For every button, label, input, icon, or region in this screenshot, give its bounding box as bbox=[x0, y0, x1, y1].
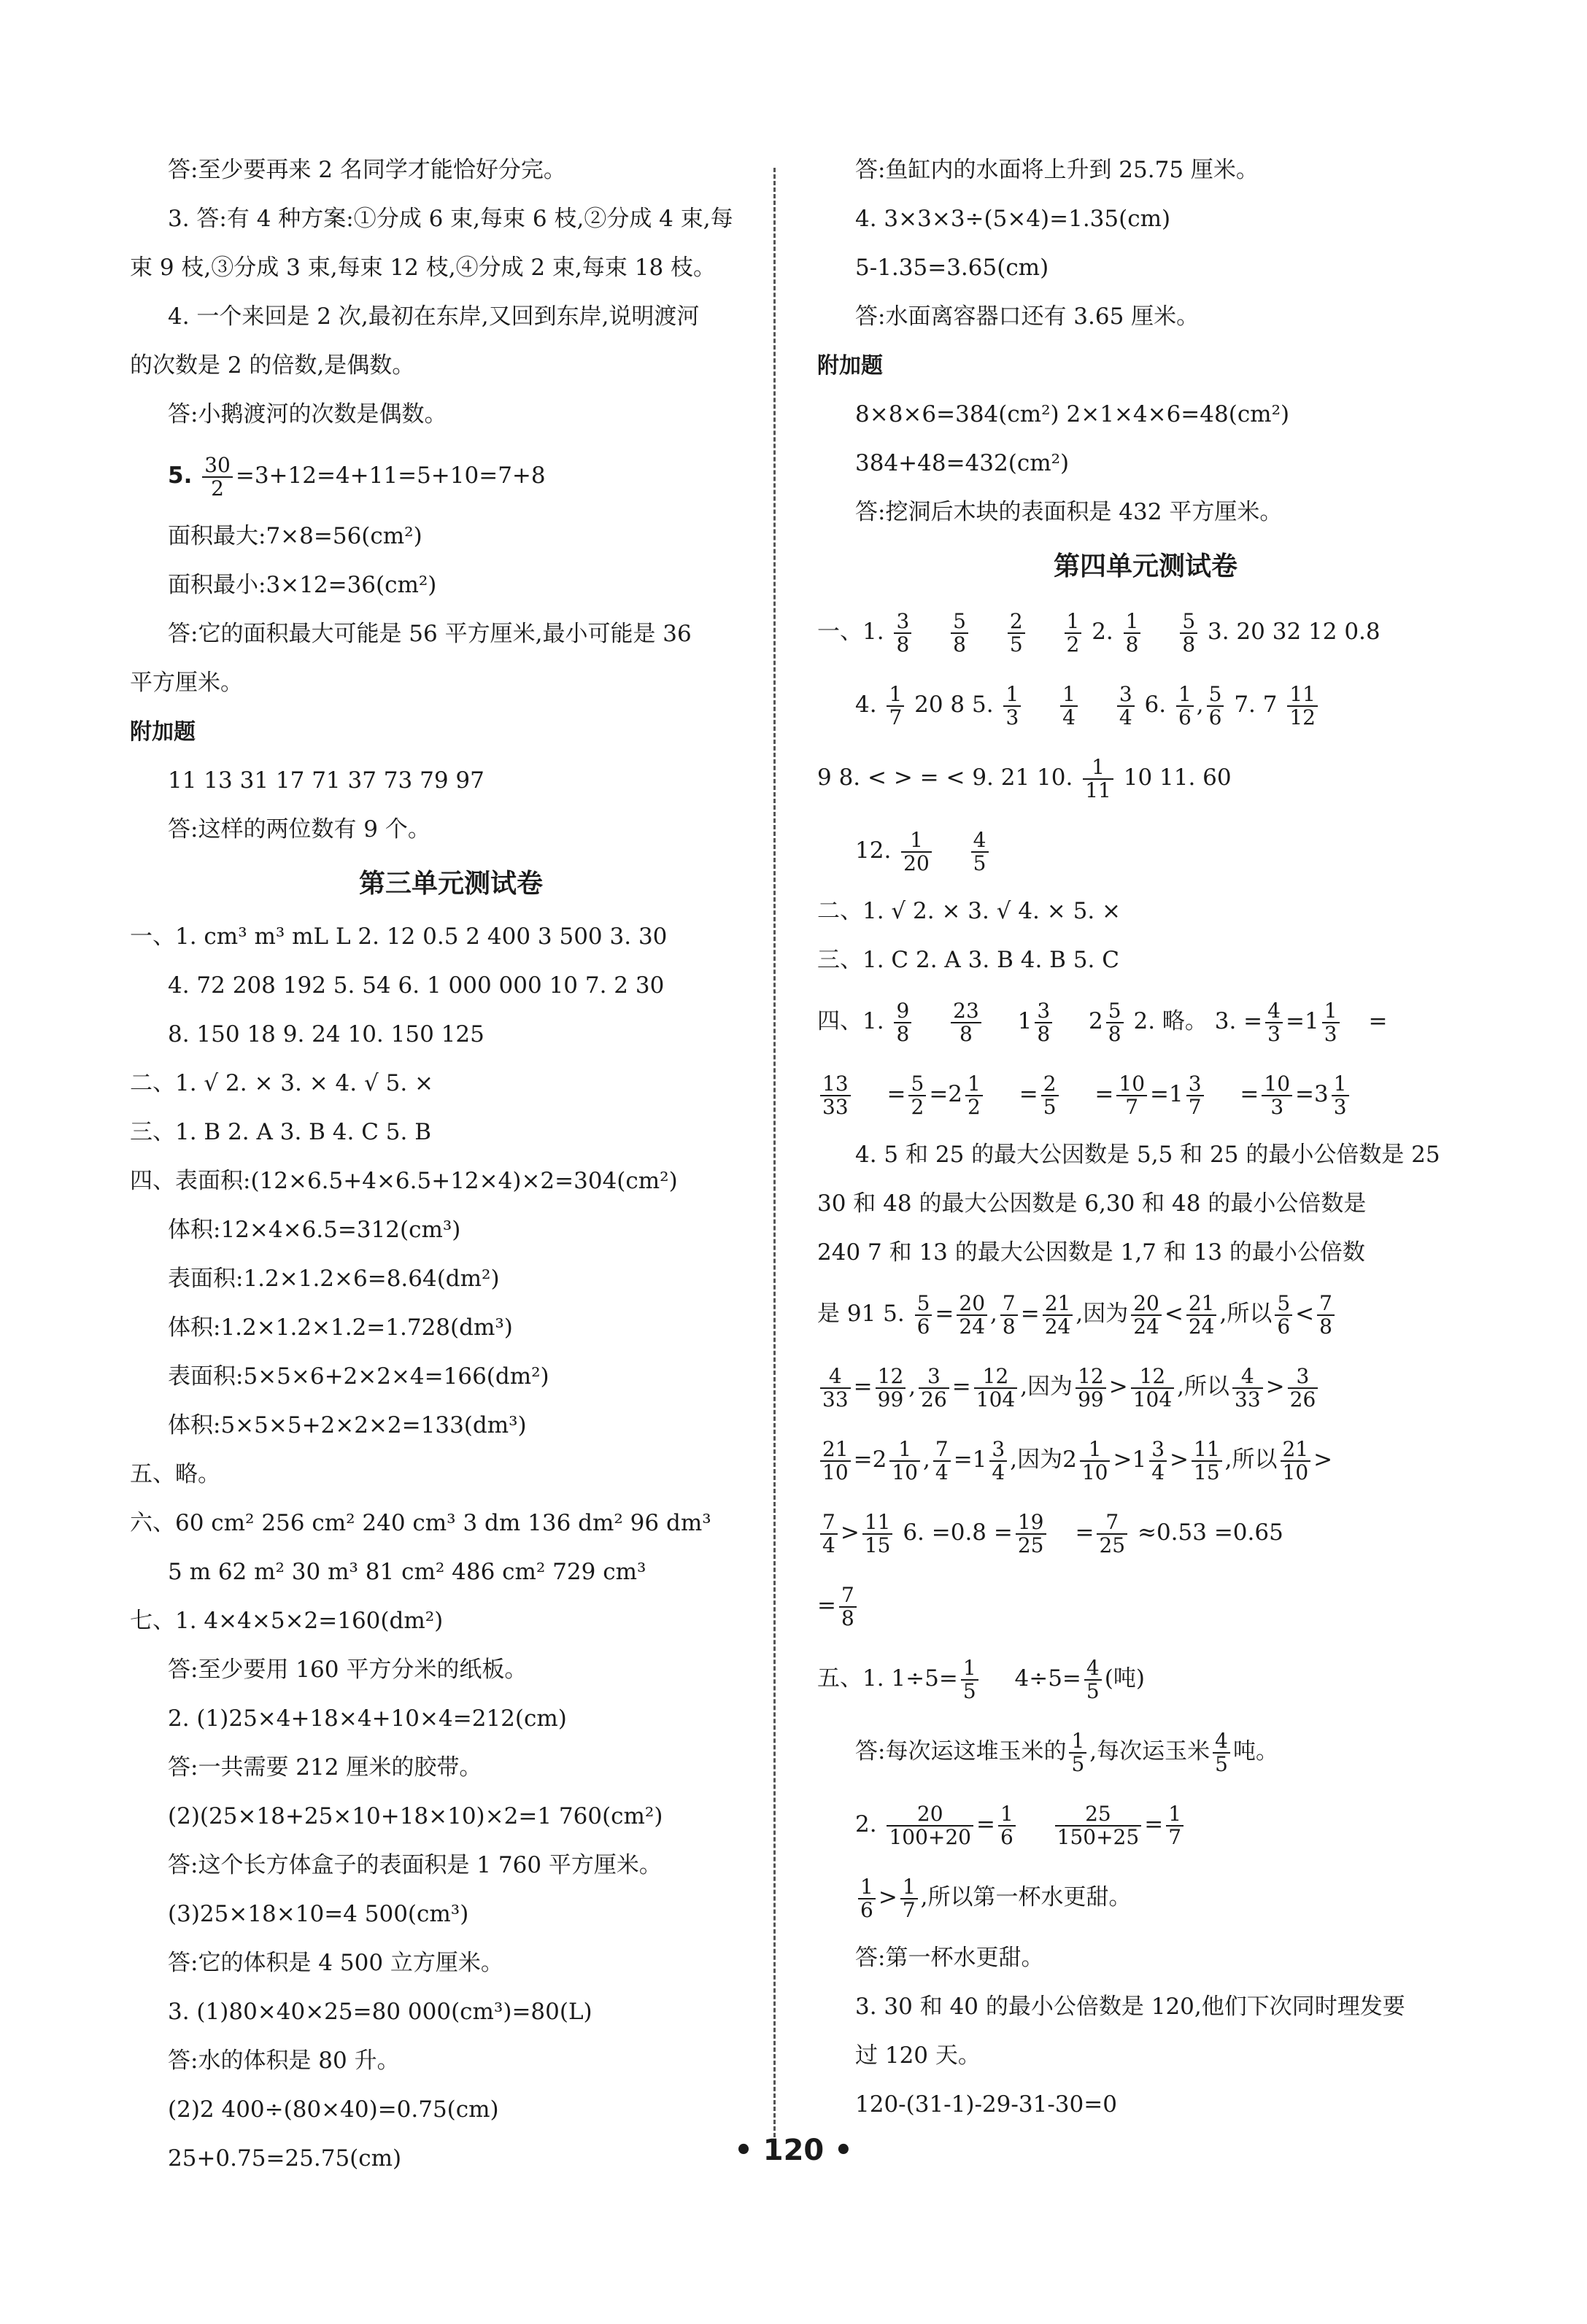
answer-line: 六、60 cm² 256 cm² 240 cm³ 3 dm 136 dm² 96 dm³ bbox=[130, 1510, 711, 1536]
answer-line: 三、1. B 2. A 3. B 4. C 5. B bbox=[130, 1119, 432, 1145]
answer-line: 是 91 5. $\frac{5}{6}$ = $\frac{20}{24}$ , $\frac{7}{8}$ = $\frac{21}{24}$ ,因为 $\frac{20}{24}$ < $\frac{21}{24}$ ,所以 $\frac{5}{6}$ < $\frac{7}{8}$ bbox=[817, 1277, 1474, 1350]
answer-line: 表面积:5×5×6+2×2×4=166(dm²) bbox=[168, 1363, 549, 1390]
answer-line: (3)25×18×10=4 500(cm³) bbox=[168, 1901, 469, 1927]
answer-line: (2)2 400÷(80×40)=0.75(cm) bbox=[168, 2096, 499, 2123]
answer-line: 一、1. cm³ m³ mL L 2. 12 0.5 2 400 3 500 3. 30 bbox=[130, 923, 668, 950]
answer-line: 25+0.75=25.75(cm) bbox=[168, 2145, 402, 2172]
answer-line: 5-1.35=3.65(cm) bbox=[855, 255, 1049, 281]
answer-line: $\frac{1}{6}$ > $\frac{1}{7}$ ,所以第一杯水更甜。 bbox=[817, 1861, 1474, 1934]
answer-line: 表面积:1.2×1.2×6=8.64(dm²) bbox=[168, 1266, 500, 1292]
answer-line: 答:这个长方体盒子的表面积是 1 760 平方厘米。 bbox=[168, 1852, 662, 1878]
answer-line: 3. (1)80×40×25=80 000(cm³)=80(L) bbox=[168, 1999, 592, 2025]
answer-line: 8×8×6=384(cm²) 2×1×4×6=48(cm²) bbox=[855, 401, 1290, 427]
answer-line: 2. $\frac{20}{100+20}$ = $\frac{1}{6}$ $\frac{25}{150+25}$ = $\frac{1}{7}$ bbox=[817, 1788, 1474, 1861]
answer-line: 9 8. < > = < 9. 21 10. $\frac{1}{11}$ 10 11. 60 bbox=[817, 755, 1232, 802]
answer-line: 二、1. √ 2. × 3. √ 4. × 5. × bbox=[817, 898, 1121, 924]
answer-line: 4. $\frac{1}{7}$ 20 8 5. $\frac{1}{3}$ $\frac{1}{4}$ $\frac{3}{4}$ 6. $\frac{1}{6}$ , $\frac{5}{6}$ 7. 7 $\frac{11}{12}$ bbox=[817, 668, 1474, 741]
answer-line: 2. (1)25×4+18×4+10×4=212(cm) bbox=[168, 1705, 567, 1732]
answer-line: 答:至少要再来 2 名同学才能恰好分完。 bbox=[168, 157, 566, 183]
answer-line: 384+48=432(cm²) bbox=[855, 450, 1070, 476]
answer-line: 5. $\frac{30}{2}$ =3+12=4+11=5+10=7+8 bbox=[168, 453, 546, 500]
answer-line: 答:一共需要 212 厘米的胶带。 bbox=[168, 1754, 482, 1781]
page-number: • 120 • bbox=[734, 2134, 853, 2167]
answer-line: 面积最小:3×12=36(cm²) bbox=[168, 572, 437, 598]
answer-line: $\frac{7}{4}$ > $\frac{11}{15}$ 6. =0.8 = $\frac{19}{25}$ = $\frac{7}{25}$ ≈0.53 =0.65 bbox=[817, 1496, 1474, 1569]
answer-line: 答:第一杯水更甜。 bbox=[855, 1945, 1044, 1971]
answer-line: 体积:12×4×6.5=312(cm³) bbox=[168, 1217, 461, 1243]
answer-line: = $\frac{7}{8}$ bbox=[817, 1569, 1474, 1642]
answer-line: 二、1. √ 2. × 3. × 4. √ 5. × bbox=[130, 1070, 434, 1096]
answer-line: 5 m 62 m² 30 m³ 81 cm² 486 cm² 729 cm³ bbox=[168, 1559, 646, 1585]
left-column bbox=[130, 146, 772, 2183]
answer-line: 4. 3×3×3÷(5×4)=1.35(cm) bbox=[855, 206, 1171, 232]
answer-line: 120-(31-1)-29-31-30=0 bbox=[855, 2091, 1117, 2118]
column-divider bbox=[773, 168, 776, 2137]
answer-line: 3. 答:有 4 种方案:①分成 6 束,每束 6 枝,②分成 4 束,每 bbox=[168, 206, 733, 232]
answer-line: 4. 72 208 192 5. 54 6. 1 000 000 10 7. 2 30 bbox=[168, 972, 665, 999]
answer-line: 三、1. C 2. A 3. B 4. B 5. C bbox=[817, 947, 1119, 973]
answer-line: 答:鱼缸内的水面将上升到 25.75 厘米。 bbox=[855, 157, 1259, 183]
answer-line: 240 7 和 13 的最大公因数是 1,7 和 13 的最小公倍数 bbox=[817, 1239, 1365, 1266]
answer-line: 答:水的体积是 80 升。 bbox=[168, 2048, 400, 2074]
fraction: $\frac{30}{2}$ bbox=[202, 454, 233, 499]
answer-line: 答:水面离容器口还有 3.65 厘米。 bbox=[855, 303, 1200, 330]
answer-line: 答:挖洞后木块的表面积是 432 平方厘米。 bbox=[855, 499, 1283, 525]
answer-line: 3. 30 和 40 的最小公倍数是 120,他们下次同时理发要 bbox=[855, 1994, 1405, 2020]
answer-line: $\frac{4}{33}$ = $\frac{12}{99}$ , $\frac{3}{26}$ = $\frac{12}{104}$ ,因为 $\frac{12}{99}$ > $\frac{12}{104}$ ,所以 $\frac{4}{33}$ > $\frac{3}{26}$ bbox=[817, 1350, 1474, 1423]
answer-line: 的次数是 2 的倍数,是偶数。 bbox=[130, 352, 415, 379]
answer-line: $\frac{21}{10}$ =2 $\frac{1}{10}$ , $\frac{7}{4}$ =1 $\frac{3}{4}$ ,因为2 $\frac{1}{10}$ >1 $\frac{3}{4}$ > $\frac{11}{15}$ ,所以 $\frac{21}{10}$ > bbox=[817, 1423, 1474, 1496]
answer-line: 一、1. $\frac{3}{8}$ $\frac{5}{8}$ $\frac{2}{5}$ $\frac{1}{2}$ 2. $\frac{1}{8}$ $\frac{5}{8}$ 3. 20 32 12 0.8 bbox=[817, 609, 1381, 656]
answer-line: 五、1. 1÷5= $\frac{1}{5}$ 4÷5= $\frac{4}{5}$ (吨) bbox=[817, 1656, 1145, 1703]
answer-line: 11 13 31 17 71 37 73 79 97 bbox=[168, 767, 484, 794]
answer-line: 五、略。 bbox=[130, 1461, 220, 1487]
answer-line: 平方厘米。 bbox=[130, 670, 243, 696]
answer-line: 过 120 天。 bbox=[855, 2042, 981, 2069]
answer-line: 答:小鹅渡河的次数是偶数。 bbox=[168, 401, 447, 427]
answer-line: 面积最大:7×8=56(cm²) bbox=[168, 523, 422, 549]
answer-line: 答:至少要用 160 平方分米的纸板。 bbox=[168, 1657, 528, 1683]
answer-line: 体积:1.2×1.2×1.2=1.728(dm³) bbox=[168, 1314, 513, 1341]
answer-line: 答:这样的两位数有 9 个。 bbox=[168, 816, 430, 843]
right-column bbox=[817, 146, 1474, 2129]
answer-line: 8. 150 18 9. 24 10. 150 125 bbox=[168, 1021, 484, 1047]
answer-line: 四、1. $\frac{9}{8}$ $\frac{23}{8}$ 1 $\frac{3}{8}$ 2 $\frac{5}{8}$ 2. 略。 3. = $\frac{4}{3}$ =1 $\frac{1}{3}$ = bbox=[817, 999, 1388, 1046]
answer-line: 束 9 枝,③分成 3 束,每束 12 枝,④分成 2 束,每束 18 枝。 bbox=[130, 255, 717, 281]
answer-line: 12. $\frac{1}{20}$ $\frac{4}{5}$ bbox=[817, 814, 1474, 887]
answer-line: 4. 一个来回是 2 次,最初在东岸,又回到东岸,说明渡河 bbox=[168, 303, 700, 330]
answer-line: 体积:5×5×5+2×2×2=133(dm³) bbox=[168, 1412, 527, 1438]
answer-line: 答:每次运这堆玉米的 $\frac{1}{5}$ ,每次运玉米 $\frac{4}{5}$ 吨。 bbox=[855, 1729, 1278, 1776]
unit-title: 第四单元测试卷 bbox=[1053, 551, 1237, 581]
answer-line: (2)(25×18+25×10+18×10)×2=1 760(cm²) bbox=[168, 1803, 663, 1829]
answer-line: 答:它的体积是 4 500 立方厘米。 bbox=[168, 1950, 503, 1976]
answer-line: $\frac{13}{33}$ = $\frac{5}{2}$ =2 $\frac{1}{2}$ = $\frac{2}{5}$ = $\frac{10}{7}$ =1 $\frac{3}{7}$ = $\frac{10}{3}$ =3 $\frac{1}{3}$ bbox=[817, 1058, 1474, 1131]
answer-line: 答:它的面积最大可能是 56 平方厘米,最小可能是 36 bbox=[168, 621, 692, 647]
answer-line: 30 和 48 的最大公因数是 6,30 和 48 的最小公倍数是 bbox=[817, 1190, 1367, 1217]
answer-line: 七、1. 4×4×5×2=160(dm²) bbox=[130, 1608, 444, 1634]
unit-title: 第三单元测试卷 bbox=[358, 868, 543, 899]
section-title: 附加题 bbox=[130, 719, 196, 745]
answer-line: 四、表面积:(12×6.5+4×6.5+12×4)×2=304(cm²) bbox=[130, 1168, 678, 1194]
answer-line: 4. 5 和 25 的最大公因数是 5,5 和 25 的最小公倍数是 25 bbox=[855, 1142, 1440, 1168]
section-title: 附加题 bbox=[817, 353, 883, 379]
